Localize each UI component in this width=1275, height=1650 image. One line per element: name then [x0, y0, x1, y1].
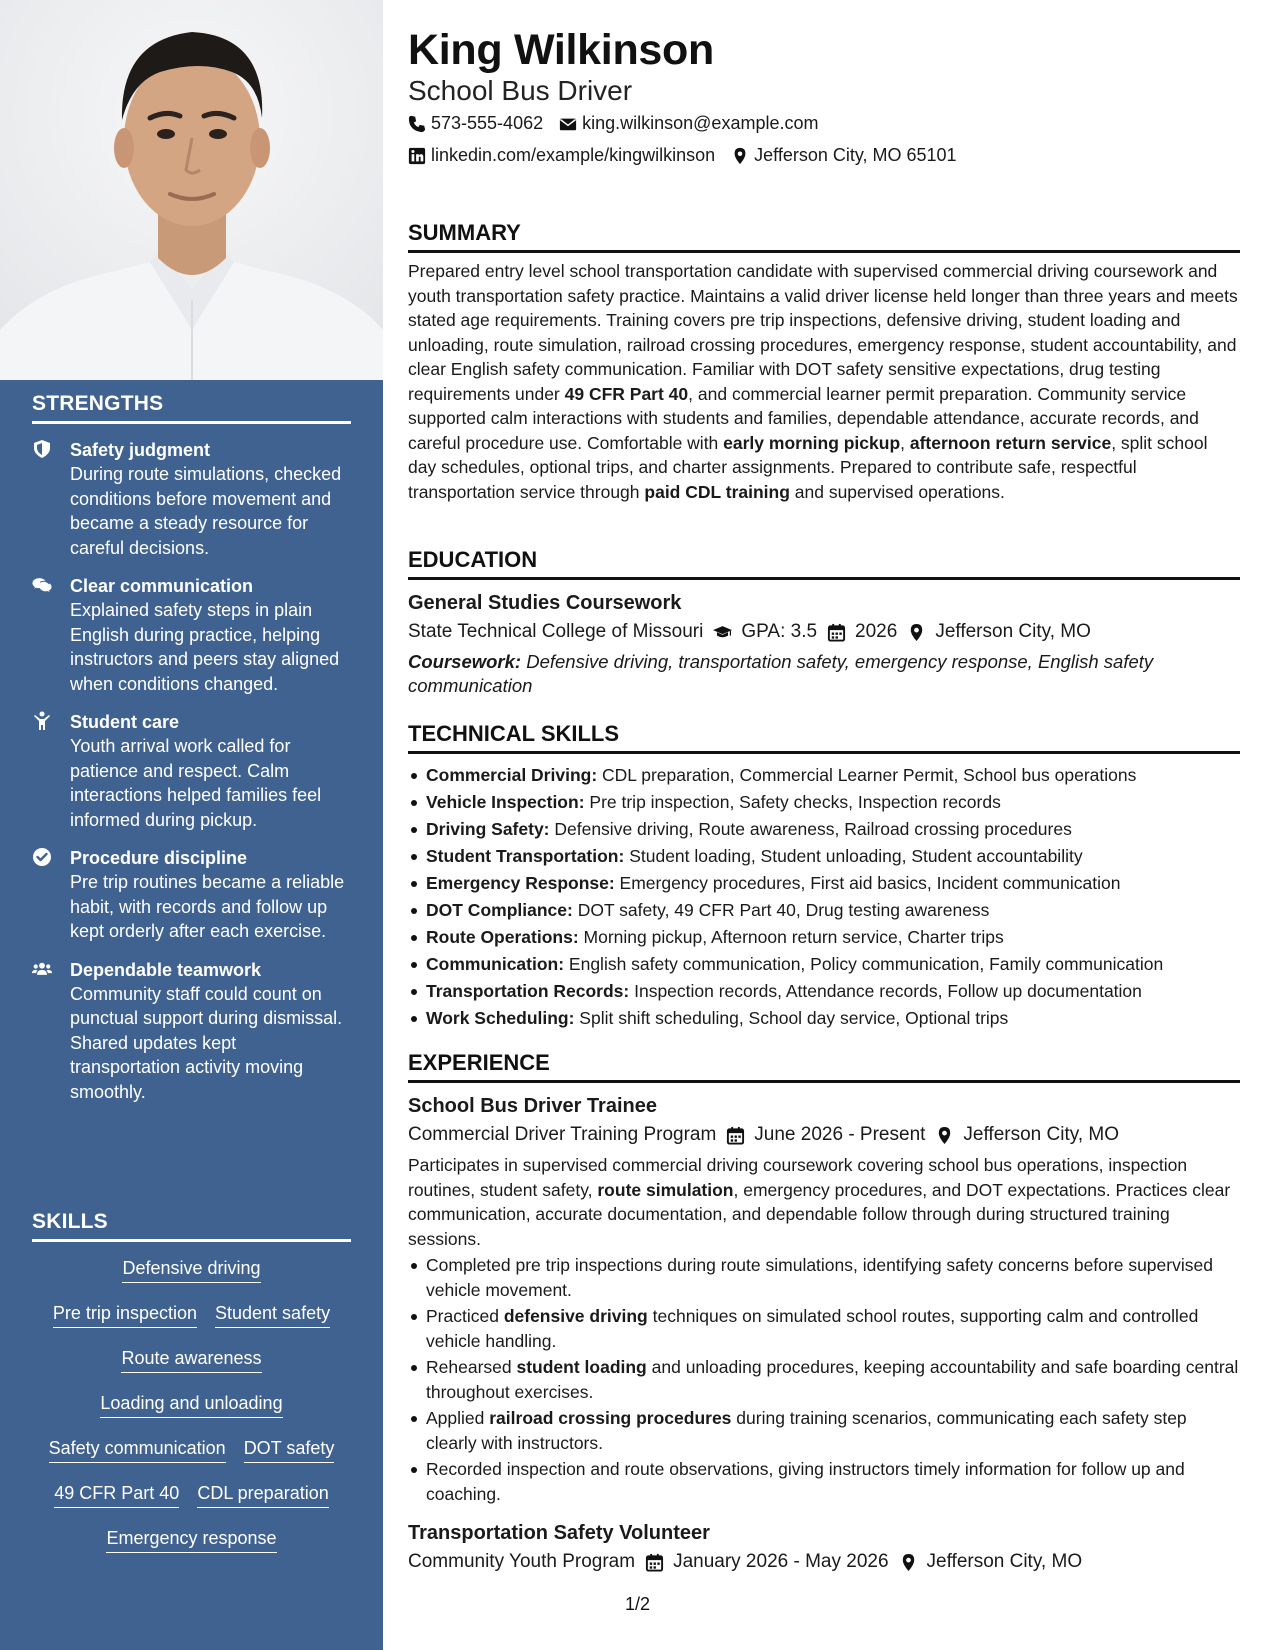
users-icon: [32, 958, 70, 1105]
job-meta: [408, 1548, 1240, 1576]
technical-skills-list: [408, 762, 1240, 1032]
strengths-section: [32, 392, 351, 1104]
technical-skill-item: [408, 843, 1240, 870]
skill-category: Route Operations:: [426, 927, 579, 947]
bold-text: paid CDL training: [644, 481, 790, 502]
strength-desc: During route simulations, checked conditions before movement and became a steady resource for careful decisions.: [70, 464, 342, 558]
map-pin-icon: [731, 147, 749, 165]
skill-chip: Defensive driving: [122, 1256, 260, 1283]
skill-values: CDL preparation, Commercial Learner Permit, School bus operations: [597, 765, 1137, 785]
job-bullets: [408, 1253, 1240, 1506]
skill-chip: Loading and unloading: [100, 1391, 282, 1418]
technical-skills-heading: TECHNICAL SKILLS: [408, 720, 1240, 754]
summary-text: Prepared entry level school transportation candidate with supervised commercial driving coursework and youth transportation safety practice. Maintains a valid driver license held longer than three years and meets stated age requirements. Training covers pre trip inspections, defensive driving, student loading and unloading, route simulation, railroad crossing procedures, emergency response, student accountability, and clear English safety communication. Familiar with DOT safety sensitive expectations, drug testing requirements under 49 CFR Part 40, and commercial learner permit preparation. Community service supported calm interactions with students and families, dependable attendance, accurate records, and careful procedure use. Comfortable with early morning pickup, afternoon return service, split school day schedules, optional trips, and charter assignments. Prepared to contribute safe, respectful transportation service through paid CDL training and supervised operations.: [408, 261, 1238, 502]
phone-item: [408, 113, 543, 134]
skill-chip: DOT safety: [244, 1436, 335, 1463]
phone-text[interactable]: 573-555-4062: [431, 113, 544, 133]
skill-chip: 49 CFR Part 40: [54, 1481, 179, 1508]
bold-text: railroad crossing procedures: [489, 1408, 732, 1428]
strength-desc: Youth arrival work called for patience and respect. Calm interactions helped families feel informed during pickup.: [70, 736, 322, 830]
check-circle-icon: [32, 846, 70, 944]
strength-item: [32, 846, 351, 944]
skill-category: Commercial Driving:: [426, 765, 598, 785]
calendar-icon: [645, 1553, 664, 1572]
education-section: [408, 546, 1240, 698]
location-text: Jefferson City, MO 65101: [754, 145, 957, 165]
job-bullet: Completed pre trip inspections during route simulations, identifying safety concerns before supervised vehicle movement.: [408, 1253, 1240, 1302]
skill-chip-row: [32, 1346, 351, 1391]
coursework-label: Coursework:: [408, 651, 522, 672]
calendar-icon: [726, 1126, 745, 1145]
job-org: Commercial Driver Training Program: [408, 1124, 717, 1145]
bold-text: student loading: [516, 1357, 647, 1377]
coursework: [408, 650, 1240, 698]
comments-icon: [32, 574, 70, 696]
job-bullet: Applied railroad crossing procedures during training scenarios, communicating each safety step clearly with instructors.: [408, 1406, 1240, 1455]
skill-values: Split shift scheduling, School day service, Optional trips: [574, 1008, 1009, 1028]
portrait-image: [0, 0, 383, 380]
skill-category: Emergency Response:: [426, 873, 615, 893]
job-dates: January 2026 - May 2026: [673, 1551, 889, 1572]
skills-heading: SKILLS: [32, 1210, 351, 1242]
job-org: Community Youth Program: [408, 1551, 636, 1572]
skill-chip-row: [32, 1301, 351, 1346]
contact-row: [408, 113, 834, 134]
skills-section: [32, 1210, 351, 1571]
map-pin-icon: [899, 1553, 918, 1572]
skill-category: Vehicle Inspection:: [426, 792, 585, 812]
technical-skill-item: [408, 870, 1240, 897]
summary-heading: SUMMARY: [408, 219, 1240, 253]
calendar-icon: [827, 623, 846, 642]
map-pin-icon: [935, 1126, 954, 1145]
bold-text: defensive driving: [503, 1306, 648, 1326]
skill-chip-row: [32, 1436, 351, 1481]
gpa: GPA: 3.5: [741, 621, 818, 642]
bold-text: 49 CFR Part 40: [564, 383, 689, 404]
strength-title: Student care: [70, 712, 180, 732]
skill-values: Defensive driving, Route awareness, Railroad crossing procedures: [549, 819, 1072, 839]
skill-chip-row: [32, 1481, 351, 1526]
skill-chip: Safety communication: [49, 1436, 226, 1463]
technical-skill-item: [408, 816, 1240, 843]
linkedin-icon: [408, 147, 426, 165]
job-location: Jefferson City, MO: [963, 1124, 1119, 1145]
linkedin-item: [408, 145, 715, 166]
skill-chip-row: [32, 1256, 351, 1301]
skill-values: Emergency procedures, First aid basics, Incident communication: [614, 873, 1121, 893]
profile-photo: [0, 0, 383, 380]
strength-desc: Explained safety steps in plain English during practice, helping instructors and peers stay aligned when conditions changed.: [70, 600, 340, 694]
technical-skill-item: [408, 951, 1240, 978]
strength-title: Clear communication: [70, 576, 254, 596]
skill-values: Student loading, Student unloading, Student accountability: [624, 846, 1083, 866]
experience-section: [408, 1049, 1240, 1576]
strength-item: [32, 710, 351, 832]
technical-skill-item: [408, 789, 1240, 816]
education-meta: [408, 618, 1240, 646]
school-name: State Technical College of Missouri: [408, 621, 704, 642]
linkedin-text[interactable]: linkedin.com/example/kingwilkinson: [431, 145, 716, 165]
skill-category: DOT Compliance:: [426, 900, 573, 920]
envelope-icon: [559, 115, 577, 133]
strength-desc: Pre trip routines became a reliable habit, with records and follow up kept orderly after each exercise.: [70, 872, 345, 941]
education-heading: EDUCATION: [408, 546, 1240, 580]
skill-chip-row: [32, 1391, 351, 1436]
skill-values: DOT safety, 49 CFR Part 40, Drug testing awareness: [572, 900, 990, 920]
strengths-heading: STRENGTHS: [32, 392, 351, 424]
education-title: General Studies Coursework: [408, 592, 682, 614]
education-location: Jefferson City, MO: [935, 621, 1091, 642]
strength-item: [32, 438, 351, 560]
job-location: Jefferson City, MO: [926, 1551, 1083, 1572]
bold-text: route simulation: [597, 1179, 734, 1200]
strength-desc: Community staff could count on punctual support during dismissal. Shared updates kept transportation activity moving smoothly.: [70, 983, 343, 1102]
shield-icon: [32, 438, 70, 560]
strength-title: Dependable teamwork: [70, 959, 262, 980]
location-item: [731, 145, 956, 166]
job-bullet: Rehearsed student loading and unloading procedures, keeping accountability and safe boarding central throughout exercises.: [408, 1355, 1240, 1404]
skill-values: Morning pickup, Afternoon return service, Charter trips: [578, 927, 1004, 947]
job-dates: June 2026 - Present: [754, 1124, 926, 1145]
graduation-year: 2026: [855, 621, 898, 642]
graduation-cap-icon: [713, 623, 732, 642]
map-pin-icon: [907, 623, 926, 642]
bold-text: afternoon return service: [909, 432, 1112, 453]
technical-skill-item: [408, 1005, 1240, 1032]
skill-chip: Student safety: [215, 1301, 330, 1328]
skill-chip: Pre trip inspection: [53, 1301, 197, 1328]
strength-item: [32, 958, 351, 1105]
skill-category: Driving Safety:: [426, 819, 550, 839]
skill-category: Communication:: [426, 954, 565, 974]
child-icon: [32, 710, 70, 832]
email-item: [559, 113, 818, 134]
candidate-role: School Bus Driver: [408, 75, 633, 106]
technical-skill-item: [408, 897, 1240, 924]
sidebar: [0, 0, 383, 1650]
strength-item: [32, 574, 351, 696]
skill-category: Work Scheduling:: [426, 1008, 575, 1028]
skill-values: Inspection records, Attendance records, Follow up documentation: [629, 981, 1142, 1001]
skill-category: Student Transportation:: [426, 846, 625, 866]
bold-text: early morning pickup: [723, 432, 901, 453]
phone-icon: [408, 115, 426, 133]
strength-title: Safety judgment: [70, 440, 211, 460]
job-description: Participates in supervised commercial driving coursework covering school bus operations, inspection routines, student safety, route simulation, emergency procedures, and DOT expectations. Practices clear communication, accurate documentation, and dependable follow through during structured training sessions.: [408, 1155, 1231, 1249]
skill-values: English safety communication, Policy communication, Family communication: [564, 954, 1164, 974]
candidate-name: King Wilkinson: [408, 26, 714, 74]
job-entry: [408, 1520, 1240, 1576]
skill-chip-row: [32, 1526, 351, 1571]
job-meta: [408, 1121, 1240, 1149]
technical-skill-item: [408, 762, 1240, 789]
skill-values: Pre trip inspection, Safety checks, Inspection records: [584, 792, 1001, 812]
email-text[interactable]: king.wilkinson@example.com: [582, 113, 819, 133]
technical-skill-item: [408, 924, 1240, 951]
job-bullet: Recorded inspection and route observations, giving instructors timely information for follow up and coaching.: [408, 1457, 1240, 1506]
job-title: School Bus Driver Trainee: [408, 1095, 657, 1117]
job-title: Transportation Safety Volunteer: [408, 1522, 710, 1544]
summary-section: [408, 219, 1240, 504]
skill-chip: CDL preparation: [197, 1481, 328, 1508]
technical-skill-item: [408, 978, 1240, 1005]
skill-chip: Route awareness: [121, 1346, 261, 1373]
coursework-text: Defensive driving, transportation safety, emergency response, English safety communication: [408, 651, 1154, 696]
technical-skills-section: [408, 720, 1240, 1032]
experience-heading: EXPERIENCE: [408, 1049, 1240, 1083]
job-entry: [408, 1093, 1240, 1506]
skill-category: Transportation Records:: [426, 981, 630, 1001]
skill-chip: Emergency response: [106, 1526, 276, 1553]
contact-row-2: [408, 145, 973, 166]
job-bullet: Practiced defensive driving techniques on simulated school routes, supporting calm and controlled vehicle handling.: [408, 1304, 1240, 1353]
skills-chips: [32, 1256, 351, 1571]
page-number: 1/2: [625, 1594, 651, 1614]
strength-title: Procedure discipline: [70, 848, 248, 868]
